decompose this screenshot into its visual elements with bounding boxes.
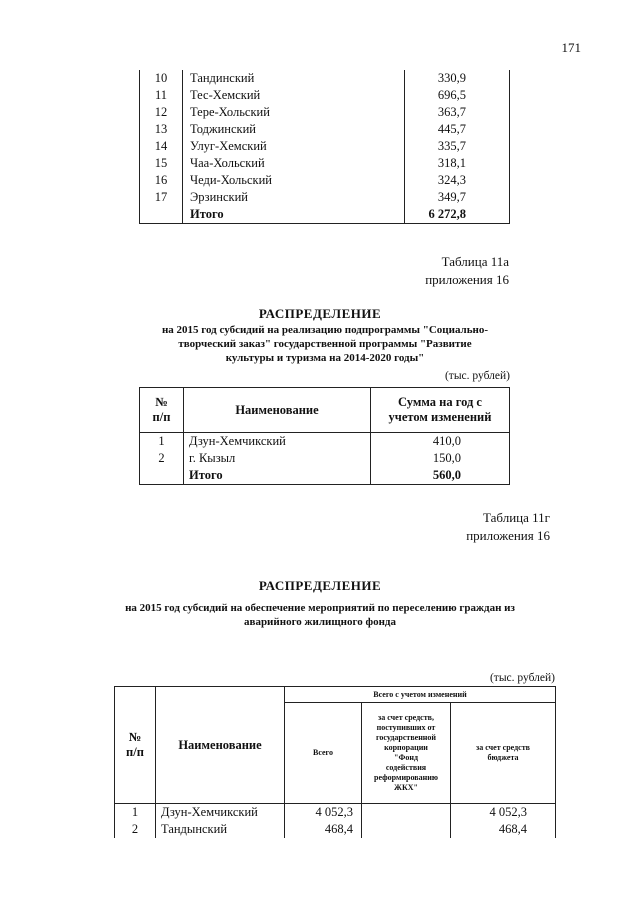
header-fund [362,703,451,804]
row-value: 324,3 [405,172,510,189]
caption-line: приложения 16 [466,528,550,543]
table-row [140,87,510,104]
header-text: п/п [152,410,171,424]
subheading-line: на 2015 год субсидий на обеспечение мероприятий по переселению граждан из [125,602,515,614]
table-11a [139,387,510,485]
subheading-line: культуры и туризма на 2014-2020 годы" [225,352,425,364]
total-number [140,206,183,224]
row-name: Улуг-Хемский [183,138,405,155]
header-text: корпорации [384,743,428,752]
table-row [115,804,556,822]
row-number: 1 [140,433,184,451]
total-number [140,467,184,485]
total-label: Итого [183,206,405,224]
header-text: № [128,730,142,744]
table-row [140,189,510,206]
table-continuation [139,70,510,224]
total-label: Итого [184,467,371,485]
row-fund [362,804,451,822]
table-header-row [140,388,510,433]
header-text: "Фонд [394,753,418,762]
row-budget: 468,4 [451,821,556,838]
table-11g-heading: РАСПРЕДЕЛЕНИЕ [258,578,382,593]
row-name: Тоджинский [183,121,405,138]
table-row [115,821,556,838]
row-value: 410,0 [371,433,510,451]
header-text: за счет средств [476,743,530,752]
header-text: реформированию [374,773,438,782]
table-11g-units: (тыс. рублей) [489,672,555,684]
row-value: 696,5 [405,87,510,104]
row-value: 349,7 [405,189,510,206]
total-row [140,467,510,485]
table-row [140,70,510,87]
row-name: Дзун-Хемчикский [184,433,371,451]
table-row [140,450,510,467]
row-number: 13 [140,121,183,138]
total-value: 6 272,8 [405,206,510,224]
subheading-line: творческий заказ" государственной программы "Развитие [178,338,472,350]
table-row [140,172,510,189]
row-number: 17 [140,189,183,206]
header-budget [451,703,556,804]
row-number: 15 [140,155,183,172]
header-text: Сумма на год с [398,395,482,409]
header-text: бюджета [487,753,519,762]
header-text: ЖКХ" [394,783,418,792]
row-number: 2 [115,821,156,838]
row-value: 445,7 [405,121,510,138]
header-text: за счет средств, [378,713,434,722]
row-number: 10 [140,70,183,87]
page-number: 171 [561,40,581,55]
row-name: Тандинский [183,70,405,87]
row-name: Эрзинский [183,189,405,206]
table-11a-heading: РАСПРЕДЕЛЕНИЕ [258,306,382,321]
row-value: 335,7 [405,138,510,155]
row-name: Тандынский [156,821,285,838]
header-text: государственной [375,733,437,742]
row-name: Чаа-Хольский [183,155,405,172]
row-total: 4 052,3 [285,804,362,822]
subheading-line: на 2015 год субсидий на реализацию подпрограммы "Социально- [161,324,489,336]
caption-line: Таблица 11а [441,254,509,269]
table-11a-units: (тыс. рублей) [444,370,510,382]
table-row [140,138,510,155]
header-text: поступивших от [376,723,436,732]
table-row [140,155,510,172]
header-num [115,687,156,804]
total-row [140,206,510,224]
header-total: Всего [285,703,362,804]
row-number: 12 [140,104,183,121]
row-name: Тере-Хольский [183,104,405,121]
table-11g-caption [466,509,550,545]
row-value: 330,9 [405,70,510,87]
table-row [140,121,510,138]
row-name: Чеди-Хольский [183,172,405,189]
header-text: учетом изменений [388,410,492,424]
row-fund [362,821,451,838]
row-budget: 4 052,3 [451,804,556,822]
row-number: 11 [140,87,183,104]
row-name: Дзун-Хемчикский [156,804,285,822]
header-group: Всего с учетом изменений [285,687,556,703]
row-number: 14 [140,138,183,155]
header-num [140,388,184,433]
header-text: № [155,395,168,409]
table-11a-caption [425,253,509,289]
row-number: 2 [140,450,184,467]
row-number: 1 [115,804,156,822]
row-value: 150,0 [371,450,510,467]
row-name: г. Кызыл [184,450,371,467]
total-value: 560,0 [371,467,510,485]
header-name: Наименование [184,388,371,433]
row-number: 16 [140,172,183,189]
caption-line: Таблица 11г [483,510,550,525]
table-header-row [115,687,556,703]
table-11a-subheading [120,323,530,365]
caption-line: приложения 16 [425,272,509,287]
header-text: п/п [126,745,144,759]
row-name: Тес-Хемский [183,87,405,104]
row-total: 468,4 [285,821,362,838]
table-11g [114,686,556,838]
table-row [140,104,510,121]
header-text: содействия [385,763,427,772]
table-row [140,433,510,451]
header-sum [371,388,510,433]
header-name: Наименование [156,687,285,804]
subheading-line: аварийного жилищного фонда [244,616,396,628]
table-11g-subheading [60,601,580,629]
row-value: 318,1 [405,155,510,172]
row-value: 363,7 [405,104,510,121]
